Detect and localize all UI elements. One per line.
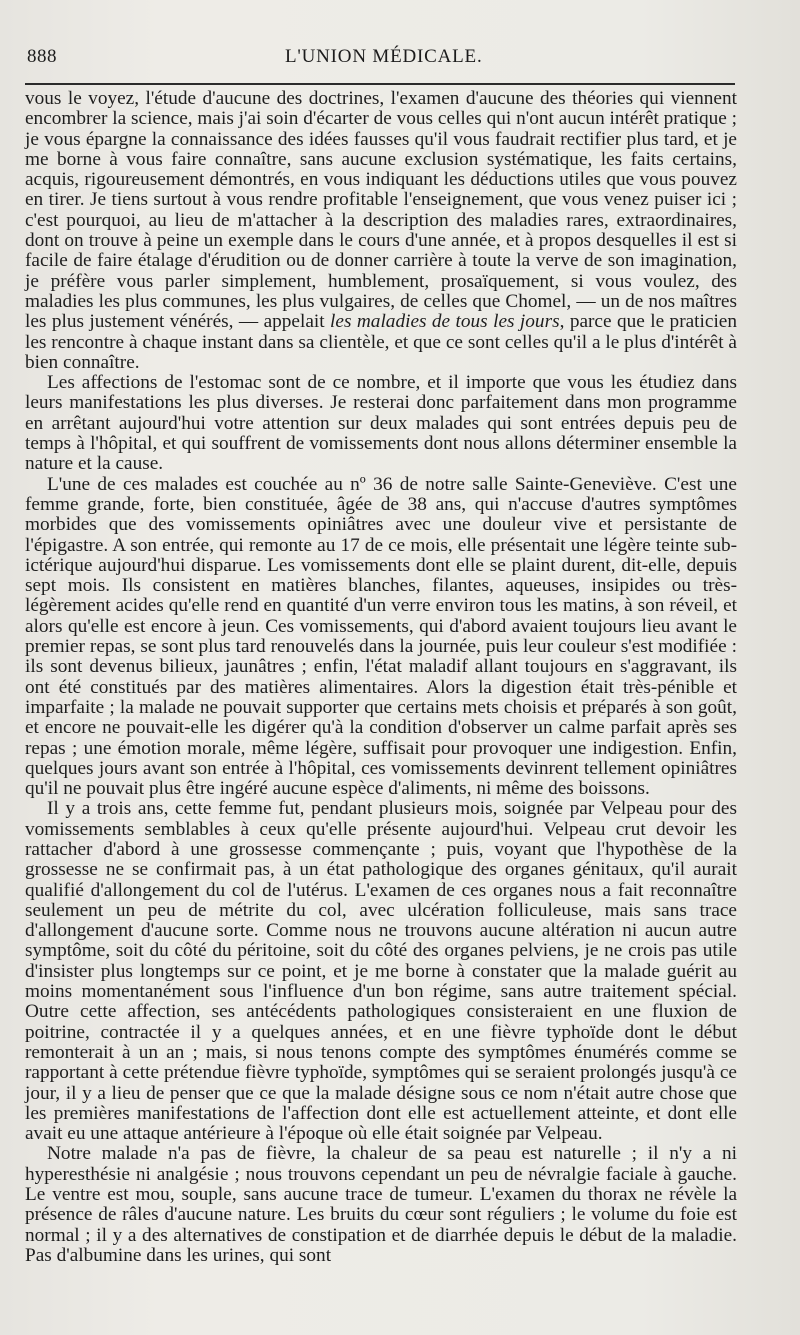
header-rule	[25, 83, 735, 85]
page-number: 888	[27, 46, 57, 67]
paragraph-1-text-end: , parce que le praticien les rencontre à chaque instant dans sa clientèle, et que ce sont celles qu'il a le plus d'intérêt à bien connaître.	[25, 311, 737, 373]
paragraph-2: Les affections de l'estomac sont de ce nombre, et il importe que vous les étudiez dans leurs manifestations les plus diverses. Je resterai donc parfaitement dans mon programme en arrêtant aujourd'hui votre attention sur deux malades qui sont entrées depuis peu de temps à l'hôpital, et qui souffrent de vomissements dont nous allons déterminer ensemble la nature et la cause.	[25, 372, 737, 475]
paragraph-1	[25, 89, 737, 373]
paragraph-3: L'une de ces malades est couchée au nº 36 de notre salle Sainte-Geneviève. C'est une femme grande, forte, bien constituée, âgée de 38 ans, qui n'accuse d'autres symptômes morbides que des vomissements opiniâtres avec une douleur vive et persistante de l'épigastre. A son entrée, qui remonte au 17 de ce mois, elle présentait une légère teinte sub-ictérique aujourd'hui disparue. Les vomissements dont elle se plaint durent, dit-elle, depuis sept mois. Ils consistent en matières blanches, filantes, aqueuses, insipides ou très-légèrement acides qu'elle rend en quantité d'un verre environ tous les matins, à son réveil, et alors qu'elle est encore à jeun. Ces vomissements, qui d'abord avaient toujours lieu avant le premier repas, se sont plus tard renouvelés dans la journée, puis leur couleur s'est modifiée : ils sont devenus bilieux, jaunâtres ; enfin, l'état maladif allant toujours en s'aggravant, ils ont été constitués par des matières alimentaires. Alors la digestion était très-pénible et imparfaite ; la malade ne pouvait supporter que certains mets choisis et préparés à son goût, et encore ne pouvait-elle les digérer qu'à la condition d'observer un calme parfait après ses repas ; une émotion morale, même légère, suffisait pour provoquer une indigestion. Enfin, quelques jours avant son entrée à l'hôpital, ces vomissements devinrent tellement opiniâtres qu'il ne pouvait plus être ingéré aucune espèce d'aliments, ni même des boissons.	[25, 473, 737, 800]
page-header	[0, 44, 800, 74]
paragraph-4: Il y a trois ans, cette femme fut, pendant plusieurs mois, soignée par Velpeau pour des vomissements semblables à ceux qu'elle présente aujourd'hui. Velpeau crut devoir les rattacher d'abord à une grossesse commençante ; puis, voyant que l'hypothèse de la grossesse ne se confirmait pas, à un état pathologique des organes génitaux, qu'il aurait qualifié d'allongement du col de l'utérus. L'examen de ces organes nous a fait reconnaître seulement un peu de métrite du col, avec ulcération folliculeuse, mais sans trace d'allongement d'aucune sorte. Comme nous ne trouvons aucune altération ni aucun autre symptôme, soit du côté du péritoine, soit du côté des organes pelviens, je ne crois pas utile d'insister plus longtemps sur ce point, et je me borne à constater que la malade guérit au moins momentanément sous l'influence d'un bon régime, sans autre traitement spécial. Outre cette affection, ses antécédents pathologiques consisteraient en une fluxion de poitrine, contractée il y a quelques années, et en une fièvre typhoïde dont le début remonterait à un an ; mais, si nous tenons compte des symptômes énumérés comme se rapportant à cette prétendue fièvre typhoïde, symptômes qui se seraient prolongés jusqu'à ce jour, il y a lieu de penser que ce que la malade désigne sous ce nom n'était autre chose que les premières manifestations de l'affection dont elle est actuellement atteinte, et dont elle avait eu une attaque antérieure à l'époque où elle était soignée par Velpeau.	[25, 798, 737, 1145]
article-body	[25, 89, 737, 1266]
paragraph-1-text: vous le voyez, l'étude d'aucune des doctrines, l'examen d'aucune des théories qui viennent encombrer la science, mais j'ai soin d'écarter de vous celles qui n'ont aucun intérêt pratique ; je vous épargne la connaissance des idées fausses qu'il vous faudrait rectifier plus tard, et je me borne à vous faire connaître, sans aucune exclusion systématique, les faits certains, acquis, rigoureusement démontrés, en vous indiquant les déductions utiles que vous pouvez en tirer. Je tiens surtout à vous rendre profitable l'enseignement, que vous venez puiser ici ; c'est pourquoi, au lieu de m'attacher à la description des maladies rares, extraordinaires, dont on trouve à peine un exemple dans le cours d'une année, et à propos desquelles il est si facile de faire étalage d'érudition ou de donner carrière à toute la verve de son imagination, je préfère vous parler simplement, humblement, prosaïquement, si vous voulez, des maladies les plus communes, les plus vulgaires, de celles que Chomel, — un de nos maîtres les plus justement vénérés, — appelait	[25, 88, 737, 333]
paragraph-1-italic: les maladies de tous les jours	[330, 311, 560, 333]
running-title: L'UNION MÉDICALE.	[285, 46, 483, 67]
paragraph-5: Notre malade n'a pas de fièvre, la chaleur de sa peau est naturelle ; il n'y a ni hyperesthésie ni analgésie ; nous trouvons cependant un peu de névralgie faciale à gauche. Le ventre est mou, souple, sans aucune trace de tumeur. L'examen du thorax ne révèle la présence de râles d'aucune nature. Les bruits du cœur sont réguliers ; le volume du foie est normal ; il y a des alternatives de constipation et de diarrhée depuis le début de la maladie. Pas d'albumine dans les urines, qui sont	[25, 1143, 737, 1266]
